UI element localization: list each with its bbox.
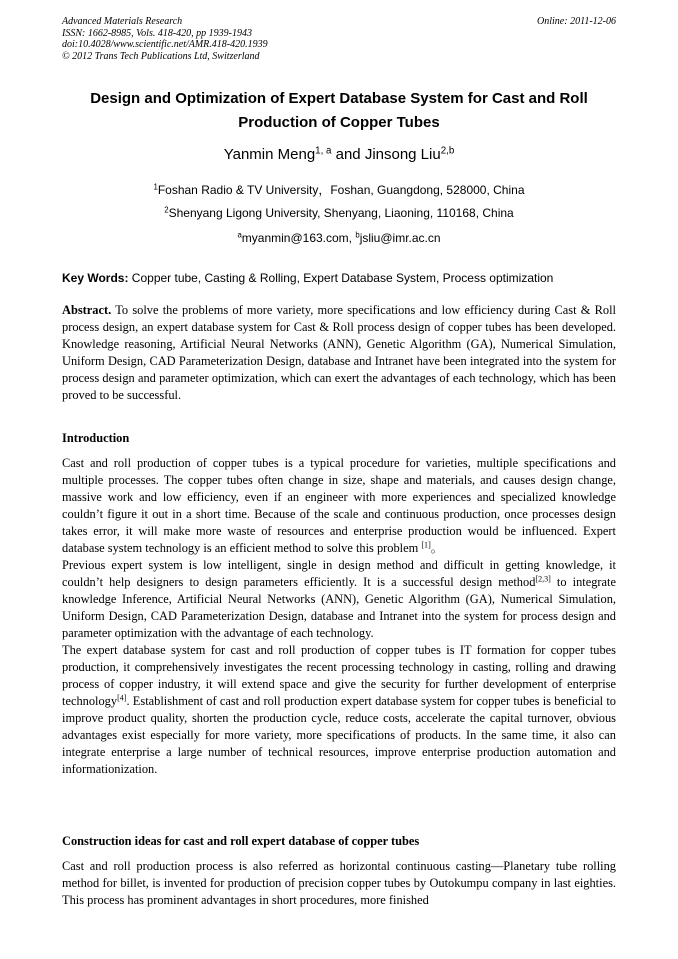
ref-4: [4]	[117, 693, 127, 703]
paper-title: Design and Optimization of Expert Database System for Cast and Roll Production of Copper Tubes	[90, 90, 588, 131]
intro-p1-text: Cast and roll production of copper tubes is a typical procedure for varieties, multiple specifications and multiple processes. The copper tubes often change in size, shape and materials, and causes design change, massive work and low efficiency, even if an engineer with more experiences and specialized knowledge couldn’t figure it out in a short time. Because of the scale and continuous production, once processes design takes error, it will make more waste of resources and enterprise production would be influenced. Expert database system technology is an efficient method to solve this problem	[62, 456, 616, 555]
intro-p1-end: 。	[430, 541, 444, 555]
email-a-sup: a	[237, 230, 242, 240]
keywords-label: Key Words:	[62, 271, 129, 285]
abstract	[62, 302, 616, 404]
email-b: jsliu@imr.ac.cn	[359, 231, 441, 245]
construction-heading: Construction ideas for cast and roll expert database of copper tubes	[62, 834, 420, 848]
construction-paragraph-1: Cast and roll production process is also referred as horizontal continuous casting—Planetary tube rolling method for billet, is invented for production of precision copper tubes by Outokumpu company in last eighties. This process has prominent advantages in short procedures, more finished	[62, 859, 616, 907]
journal-name: Advanced Materials Research	[62, 16, 183, 27]
intro-paragraph-3	[62, 642, 616, 778]
author-1: Yanmin Meng	[223, 146, 316, 163]
affiliation-1	[62, 181, 616, 198]
author-2-sup: 2,b	[440, 145, 455, 157]
affiliation-2	[62, 206, 616, 220]
doi-line: doi:10.4028/www.scientific.net/AMR.418-420.1939	[62, 39, 268, 50]
author-line	[62, 146, 616, 163]
introduction-body	[62, 455, 616, 778]
email-a: myanmin@163.com,	[241, 231, 356, 245]
intro-paragraph-2	[62, 557, 616, 642]
construction-body	[62, 858, 616, 909]
ref-2-3: [2,3]	[535, 574, 551, 584]
affiliation-2-text: Shenyang Ligong University, Shenyang, Liaoning, 110168, China	[168, 206, 514, 220]
email-line	[62, 231, 616, 245]
email-b-sup: b	[355, 230, 360, 240]
intro-p3a-text: The expert database system for cast and roll production of copper tubes is IT formation for copper tubes production, it comprehensively investigates the recent processing technology in casting, rolling and drawing process of copper industry, it will extend space and give the security for further development of enterprise technology	[62, 643, 616, 708]
issn-line: ISSN: 1662-8985, Vols. 418-420, pp 1939-1943	[62, 27, 252, 39]
abstract-label: Abstract.	[62, 303, 112, 317]
introduction-heading: Introduction	[62, 431, 130, 445]
affiliation-2-sup: 2	[164, 205, 169, 215]
author-1-sup: 1, a	[315, 145, 332, 157]
intro-paragraph-1	[62, 455, 616, 557]
copyright-line: © 2012 Trans Tech Publications Ltd, Switzerland	[62, 50, 260, 62]
intro-p2b-text: to integrate knowledge Inference, Artificial Neural Networks (ANN), Genetic Algorithm (GA), Numerical Simulation, Uniform Design, CAD Parameterization Design, database and Intranet into the system for process design and parameter optimization with the advantage of each technology.	[62, 575, 616, 640]
journal-header	[62, 16, 268, 62]
ref-1: [1]	[421, 540, 431, 550]
abstract-text: To solve the problems of more variety, more specifications and low efficiency during Cast & Roll process design, an expert database system for Cast & Roll process design of copper tubes has been developed. Knowledge reasoning, Artificial Neural Networks (ANN), Genetic Algorithm (GA), Numerical Simulation, Uniform Design, CAD Parameterization Design, database and Intranet have been integrated into the system for process design and parameter optimization, which can exert the advantages of each technology, which has been proved to be successful.	[62, 303, 616, 402]
author-2: Jinsong Liu	[364, 146, 441, 163]
keywords	[62, 271, 616, 285]
keywords-text: Copper tube, Casting & Rolling, Expert Database System, Process optimization	[128, 271, 554, 285]
author-joiner: and	[331, 146, 365, 163]
intro-p3b-text: . Establishment of cast and roll production expert database system for copper tubes is beneficial to improve product quality, shorten the production cycle, reduce costs, accelerate the capital turnover, obvious advantages exist especially for more variety, more specifications of products. In the same time, it also can integrate enterprise a large number of technical resources, improve enterprise production automation and informationization.	[62, 694, 616, 776]
affiliation-1-sup: 1	[153, 182, 158, 192]
affiliation-1-text: Foshan Radio & TV University，Foshan, Guangdong, 528000, China	[157, 183, 525, 197]
intro-p2a-text: Previous expert system is low intelligent, single in design method and difficult in getting knowledge, it couldn’t help designers to design parameters efficiently. It is a successful design method	[62, 558, 616, 589]
online-date: Online: 2011-12-06	[537, 16, 616, 27]
